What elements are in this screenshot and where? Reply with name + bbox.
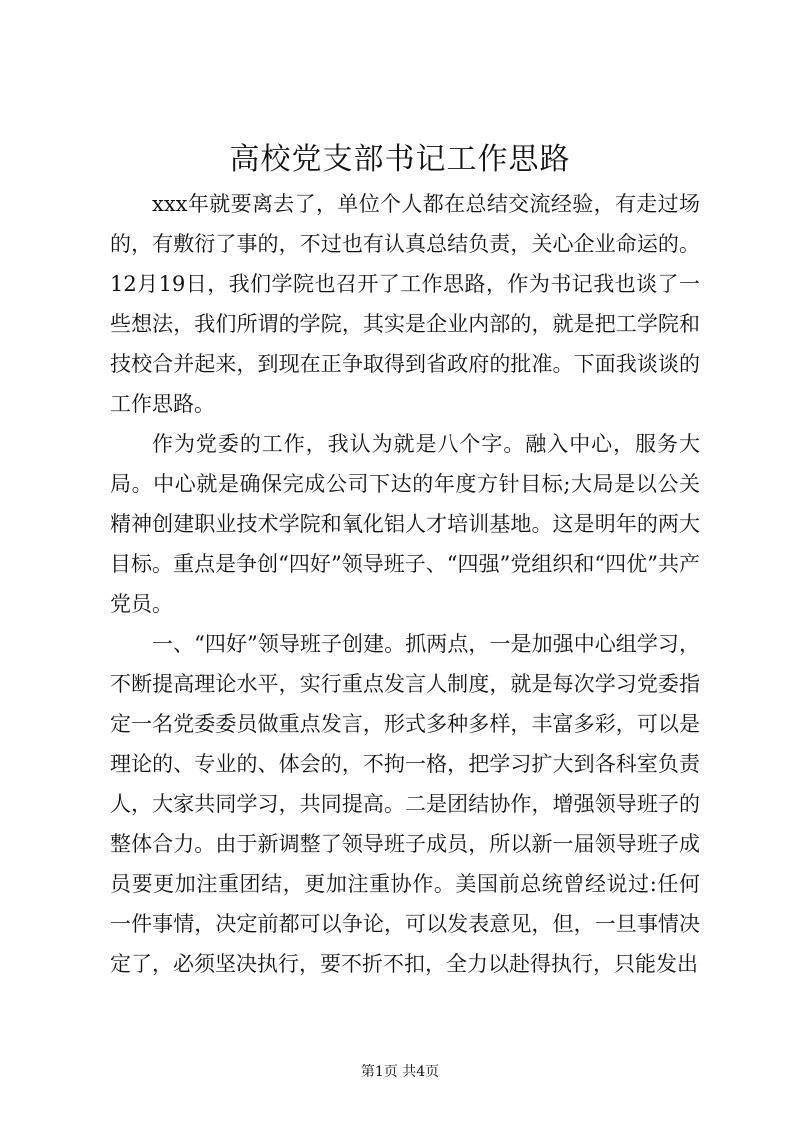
paragraph-3: 一、“四好”领导班子创建。抓两点，一是加强中心组学习，不断提高理论水平，实行重点发言人制度，就是每次学习党委指定一名党委委员做重点发言，形式多种多样，丰富多彩，可以是理论的、专业的、体会的，不拘一格，把学习扩大到各科室负责人，大家共同学习，共同提高。二是团结协作，增强领导班子的整体合力。由于新调整了领导班子成员，所以新一届领导班子成员要更加注重团结，更加注重协作。美国前总统曾经说过:任何一件事情，决定前都可以争论，可以发表意见，但，一旦事情决定了，必须坚决执行，要不折不扣，全力以赴得执行，只能发出 xyxy=(110,632,700,976)
paragraph-1: xxx年就要离去了，单位个人都在总结交流经验，有走过场的，有敷衍了事的，不过也有认真总结负责，关心企业命运的。12月19日，我们学院也召开了工作思路，作为书记我也谈了一些想法，我们所谓的学院，其实是企业内部的，就是把工学院和技校合并起来，到现在正争取得到省政府的批准。下面我谈谈的工作思路。 xyxy=(110,192,700,416)
document-title: 高校党支部书记工作思路 xyxy=(229,142,571,177)
document-body xyxy=(110,184,700,984)
paragraph-2: 作为党委的工作，我认为就是八个字。融入中心，服务大局。中心就是确保完成公司下达的年度方针目标;大局是以公关精神创建职业技术学院和氧化铝人才培训基地。这是明年的两大目标。重点是争创“四好”领导班子、“四强”党组织和“四优”共产党员。 xyxy=(110,432,700,616)
page-footer: 第1页 共4页 xyxy=(360,1064,440,1080)
